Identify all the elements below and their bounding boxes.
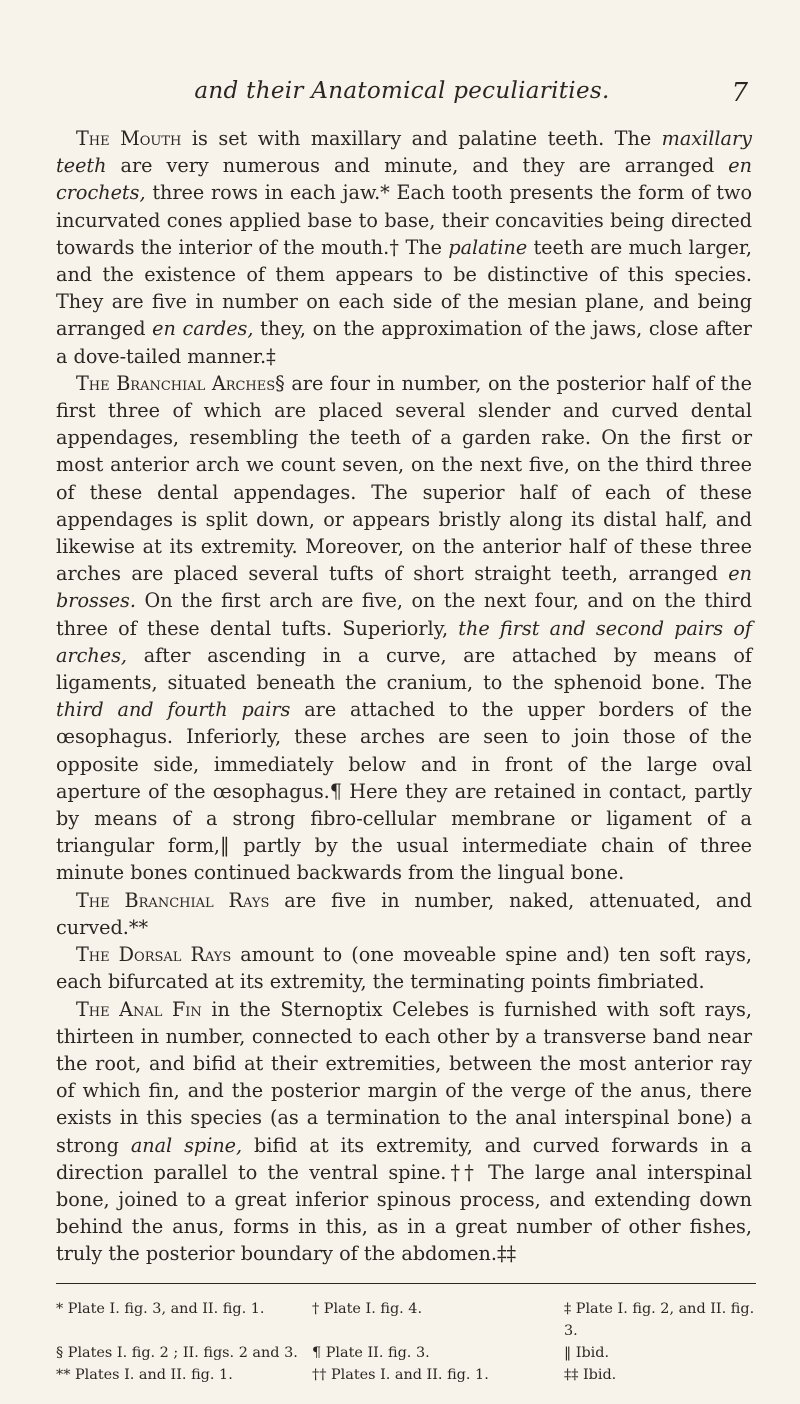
italic-run: anal spine, xyxy=(130,1133,243,1157)
footnote: ** Plates I. and II. fig. 1. xyxy=(56,1367,233,1383)
footnote: ‡ Plate I. fig. 2, and II. fig. 3. xyxy=(564,1301,755,1339)
text-run: three rows in each jaw.* Each tooth presents the form of two incurvated cones applied base to base, their concavities being directed towards the interior of the mouth.† The xyxy=(56,181,752,259)
section-label-dorsal-rays: The Dorsal Rays xyxy=(76,943,232,967)
text-run: are very numerous and minute, and they are arranged xyxy=(106,154,729,178)
text-run: § are four in number, on the posterior half of the first three of which are placed several slender and curved dental appendages, resembling the teeth of a garden rake. On the first or most anterior arch we count seven, on the next five, on the third three of these dental appendages. The superior half of each of these appendages is split down, or appears bristly along its distal half, and likewise at its extremity. Moreover, on the anterior half of these three arches are placed several tufts of short straight teeth, arranged xyxy=(56,371,752,586)
section-label-branchial-rays: The Branchial Rays xyxy=(76,888,270,912)
text-run: are five in number, naked, attenuated, and curved.** xyxy=(56,888,752,939)
footnote: * Plate I. fig. 3, and II. fig. 1. xyxy=(56,1301,265,1317)
paragraph-branchial-arches xyxy=(56,370,752,887)
footnote: § Plates I. fig. 2 ; II. figs. 2 and 3. xyxy=(56,1345,298,1361)
text-run: amount to (one moveable spine and) ten soft rays, each bifurcated at its extremity, the terminating points fimbriated. xyxy=(56,943,752,994)
running-title: and their Anatomical peculiarities. xyxy=(194,78,610,104)
footnote: ¶ Plate II. fig. 3. xyxy=(312,1345,430,1361)
text-run: teeth are much larger, and the existence of them appears to be distinctive of this species. They are five in number on each side of the mesian plane, and being arranged xyxy=(56,235,752,341)
section-label-branchial-arches: The Branchial Arches xyxy=(76,371,276,395)
italic-run: the first and second pairs of arches, xyxy=(56,616,752,667)
paragraph-mouth xyxy=(56,125,752,370)
footnote: ‖ Ibid. xyxy=(564,1345,610,1361)
paragraph-anal-fin xyxy=(56,996,752,1268)
italic-run: en cardes, xyxy=(152,317,254,341)
text-run: is set with maxillary and palatine teeth. The xyxy=(181,127,662,150)
text-run: after ascending in a curve, are attached by means of ligaments, situated beneath the cranium, to the sphenoid bone. The xyxy=(56,643,752,695)
paragraph-dorsal-rays xyxy=(56,941,752,995)
section-label-mouth: The Mouth xyxy=(76,127,182,150)
footnote-row xyxy=(56,1364,756,1386)
footnote: ‡‡ Ibid. xyxy=(564,1367,617,1383)
footnote: † Plate I. fig. 4. xyxy=(312,1301,423,1317)
running-header xyxy=(56,78,748,112)
footnotes xyxy=(56,1298,756,1386)
italic-run: third and fourth pairs xyxy=(56,698,291,722)
page-number: 7 xyxy=(731,78,748,108)
text-run: in the Sternoptix Celebes is furnished with soft rays, thirteen in number, connected to each other by a transverse band near the root, and bifid at their extremities, between the most anterior ray of which fin, and the posterior margin of the verge of the anus, there exists in this species (as a termination to the anal interspinal bone) a strong xyxy=(56,997,752,1157)
text-run: On the first arch are five, on the next four, and on the third three of these dental tufts. Superiorly, xyxy=(56,589,752,640)
text-run: they, on the approximation of the jaws, close after a dove-tailed manner.‡ xyxy=(56,317,752,368)
italic-run: en crochets, xyxy=(56,154,752,205)
footnote-row xyxy=(56,1342,756,1364)
italic-run: palatine xyxy=(448,235,528,259)
section-label-anal-fin: The Anal Fin xyxy=(76,997,202,1021)
footnote-row xyxy=(56,1298,756,1342)
paragraph-branchial-rays xyxy=(56,887,752,941)
body-text xyxy=(56,125,752,1268)
italic-run: en brosses. xyxy=(56,562,752,613)
italic-run: maxillary teeth xyxy=(56,127,752,178)
footnote-divider xyxy=(56,1283,756,1284)
text-run: bifid at its extremity, and curved forwards in a direction parallel to the ventral spine.†† The large anal interspinal bone, joined to a great inferior spinous process, and extending down behind the anus, forms in this, as in a great number of other fishes, truly the posterior boundary of the abdomen.‡‡ xyxy=(56,1133,752,1266)
footnote: †† Plates I. and II. fig. 1. xyxy=(312,1367,489,1383)
text-run: are attached to the upper borders of the œsophagus. Inferiorly, these arches are seen to join those of the opposite side, immediately below and in front of the large oval aperture of the œsophagus.¶ Here they are retained in contact, partly by means of a strong fibro-cellular membrane or ligament of a triangular form,‖ partly by the usual intermediate chain of three minute bones continued backwards from the lingual bone. xyxy=(56,698,752,885)
